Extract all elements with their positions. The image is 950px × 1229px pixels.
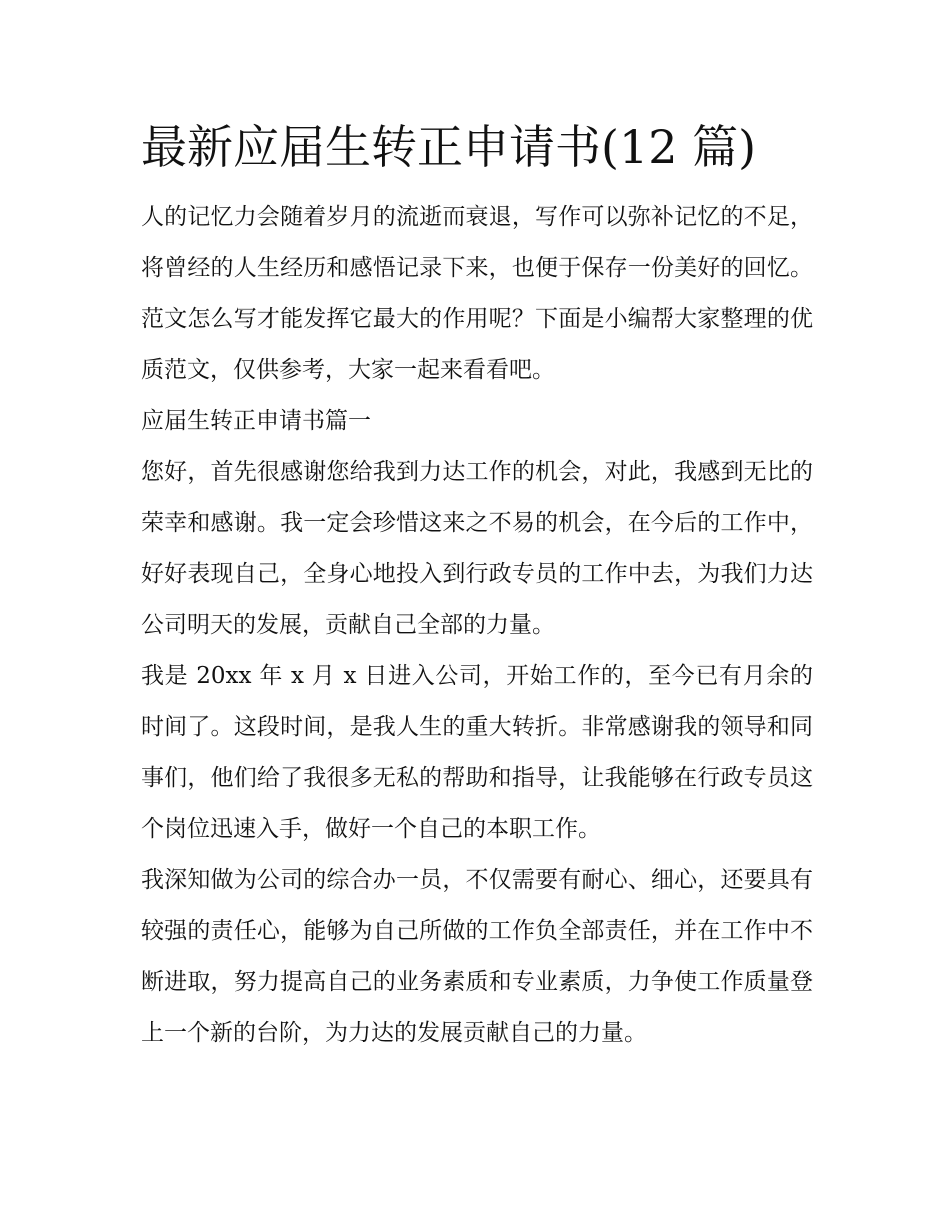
intro-paragraph: 人的记忆力会随着岁月的流逝而衰退，写作可以弥补记忆的不足，将曾经的人生经历和感悟记录下来，也便于保存一份美好的回忆。范文怎么写才能发挥它最大的作用呢？下面是小编帮大家整理的优质范文，仅供参考，大家一起来看看吧。 xyxy=(141,204,813,383)
document-title: 最新应届生转正申请书(12 篇) xyxy=(141,120,757,174)
body-paragraph-1: 您好，首先很感谢您给我到力达工作的机会，对此，我感到无比的荣幸和感谢。我一定会珍惜这来之不易的机会，在今后的工作中，好好表现自己，全身心地投入到行政专员的工作中去，为我们力达公司明天的发展，贡献自己全部的力量。 xyxy=(141,459,813,638)
document-page xyxy=(141,112,813,1059)
section-heading: 应届生转正申请书篇一 xyxy=(141,408,371,434)
body-paragraph-2: 我是 20xx 年 x 月 x 日进入公司，开始工作的，至今已有月余的时间了。这段时间，是我人生的重大转折。非常感谢我的领导和同事们，他们给了我很多无私的帮助和指导，让我能够在行政专员这个岗位迅速入手，做好一个自己的本职工作。 xyxy=(141,663,813,842)
body-paragraph-3: 我深知做为公司的综合办一员，不仅需要有耐心、细心，还要具有较强的责任心，能够为自己所做的工作负全部责任，并在工作中不断进取，努力提高自己的业务素质和专业素质，力争使工作质量登上一个新的台阶，为力达的发展贡献自己的力量。 xyxy=(141,867,813,1046)
